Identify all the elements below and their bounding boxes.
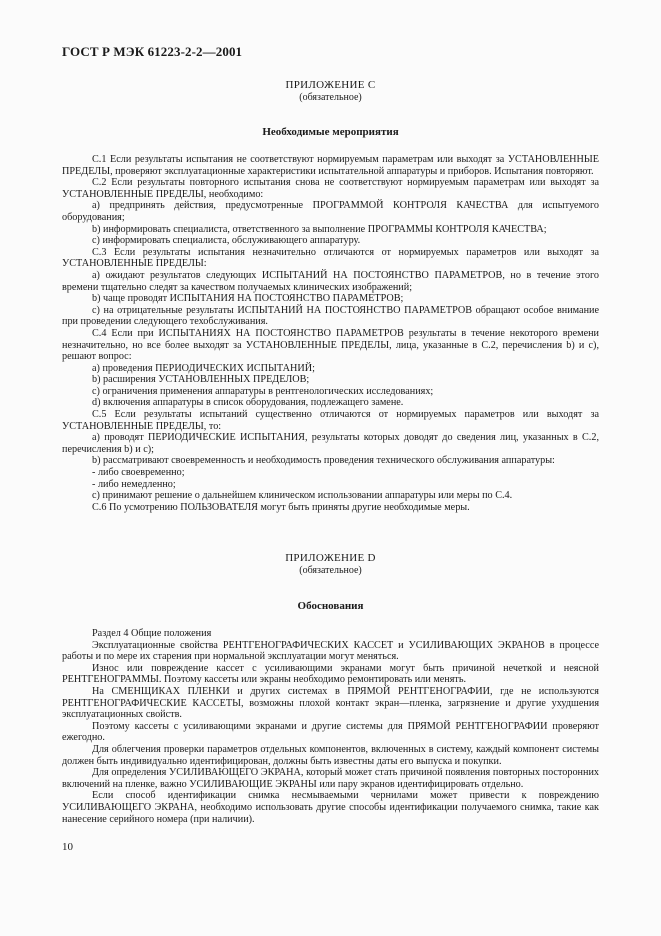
list-item: b) расширения УСТАНОВЛЕННЫХ ПРЕДЕЛОВ; <box>92 374 310 386</box>
list-item: b) информировать специалиста, ответственного за выполнение ПРОГРАММЫ КОНТРОЛЯ КАЧЕСТВА; <box>92 223 547 235</box>
paragraph: С.5 Если результаты испытаний существенно отличаются от нормируемых параметров или выходят за УСТАНОВЛЕННЫЕ ПРЕДЕЛЫ, то: <box>62 409 599 432</box>
list-item: b) чаще проводят ИСПЫТАНИЯ НА ПОСТОЯНСТВО ПАРАМЕТРОВ; <box>92 293 404 305</box>
paragraph: Поэтому кассеты с усиливающими экранами и другие системы для ПРЯМОЙ РЕНТГЕНОГРАФИИ проверяют ежегодно. <box>62 720 599 744</box>
list-item: с) ограничения применения аппаратуры в рентгенологических исследованиях; <box>92 385 434 397</box>
appendix-d-title: ПРИЛОЖЕНИЕ D <box>285 552 376 564</box>
list-item: b) рассматривают своевременность и необходимость проведения технического обслуживания аппаратуры: <box>92 455 555 467</box>
list-item: а) ожидают результатов следующих ИСПЫТАНИЙ НА ПОСТОЯНСТВО ПАРАМЕТРОВ, но в течение этого времени тщательно следят за качеством получаемых клинических изображений; <box>62 269 599 293</box>
list-item: с) информировать специалиста, обслуживающего аппаратуру. <box>92 235 361 247</box>
appendix-d-body <box>62 628 599 825</box>
appendix-d-heading: Обоснования <box>297 600 364 612</box>
subsection-title: Раздел 4 Общие положения <box>92 628 212 639</box>
paragraph: На СМЕНЩИКАХ ПЛЕНКИ и других системах в ПРЯМОЙ РЕНТГЕНОГРАФИИ, где не используются РЕНТГЕНОГРАФИЧЕСКИЕ КАССЕТЫ, возможны плохой контакт экран—пленка, загрязнение и другие ухудшения эксплуатационных свойств. <box>62 685 599 721</box>
paragraph: С.4 Если при ИСПЫТАНИЯХ НА ПОСТОЯНСТВО ПАРАМЕТРОВ результаты в течение некоторого времени незначительно, но все более выходят за УСТАНОВЛЕННЫЕ ПРЕДЕЛЫ, лица, указанные в С.2, перечисления b) и с), решают вопрос: <box>62 327 599 363</box>
appendix-c-title: ПРИЛОЖЕНИЕ С <box>285 79 376 91</box>
list-item: с) принимают решение о дальнейшем клиническом использовании аппаратуры или меры по С.4. <box>92 490 513 502</box>
paragraph: С.6 По усмотрению ПОЛЬЗОВАТЕЛЯ могут быть приняты другие необходимые меры. <box>92 501 470 513</box>
list-item: - либо своевременно; <box>92 467 185 479</box>
appendix-c-status: (обязательное) <box>299 92 362 103</box>
paragraph: С.1 Если результаты испытания не соответствуют нормируемым параметрам или выходят за УСТАНОВЛЕННЫЕ ПРЕДЕЛЫ, проверяют эксплуатационные характеристики испытательной аппаратуры и приборов. Испытания повторяют. <box>62 154 599 177</box>
paragraph: Износ или повреждение кассет с усиливающими экранами могут быть причиной нечеткой и неясной РЕНТГЕНОГРАММЫ. Поэтому кассеты или экраны необходимо ремонтировать или менять. <box>62 662 599 686</box>
appendix-d-status: (обязательное) <box>299 565 362 576</box>
document-header: ГОСТ Р МЭК 61223-2-2—2001 <box>62 44 243 59</box>
paragraph: Для определения УСИЛИВАЮЩЕГО ЭКРАНА, который может стать причиной появления повторных посторонних включений на пленке, важно УСИЛИВАЮЩИЕ ЭКРАНЫ или пару экранов идентифицировать отдельно. <box>62 767 599 790</box>
list-item: а) проведения ПЕРИОДИЧЕСКИХ ИСПЫТАНИЙ; <box>92 362 315 374</box>
paragraph: С.2 Если результаты повторного испытания снова не соответствуют нормируемым параметрам или выходят за УСТАНОВЛЕННЫЕ ПРЕДЕЛЫ, необходимо: <box>62 177 599 200</box>
list-item: - либо немедленно; <box>92 478 176 490</box>
page-number: 10 <box>62 841 73 853</box>
paragraph: Если способ идентификации снимка несмываемыми чернилами может привести к повреждению УСИЛИВАЮЩЕГО ЭКРАНА, необходимо использовать другие способы идентификации получаемого снимка, такие как нанесение серийного номера (при наличии). <box>62 790 599 825</box>
list-item: d) включения аппаратуры в список оборудования, подлежащего замене. <box>92 397 404 409</box>
list-item: с) на отрицательные результаты ИСПЫТАНИЙ НА ПОСТОЯНСТВО ПАРАМЕТРОВ обращают особое внимание при проведении следующего техобслуживания. <box>62 304 599 328</box>
list-item: а) предпринять действия, предусмотренные ПРОГРАММОЙ КОНТРОЛЯ КАЧЕСТВА для испытуемого оборудования; <box>62 200 599 223</box>
paragraph: Для облегчения проверки параметров отдельных компонентов, включенных в систему, каждый компонент системы должен быть индивидуально идентифицирован, должны быть известны даты его выпуска и покупки. <box>62 743 599 767</box>
paragraph: С.3 Если результаты испытания незначительно отличаются от нормируемых параметров или выходят за УСТАНОВЛЕННЫЕ ПРЕДЕЛЫ: <box>62 246 599 270</box>
appendix-c-heading: Необходимые мероприятия <box>262 126 399 138</box>
appendix-c-body <box>62 154 599 513</box>
list-item: а) проводят ПЕРИОДИЧЕСКИЕ ИСПЫТАНИЯ, результаты которых доводят до сведения лиц, указанных в С.2, перечисления b) и с); <box>62 432 599 455</box>
paragraph: Эксплуатационные свойства РЕНТГЕНОГРАФИЧЕСКИХ КАССЕТ и УСИЛИВАЮЩИХ ЭКРАНОВ в процессе работы и по мере их старения при нормальной эксплуатации могут меняться. <box>62 639 599 663</box>
